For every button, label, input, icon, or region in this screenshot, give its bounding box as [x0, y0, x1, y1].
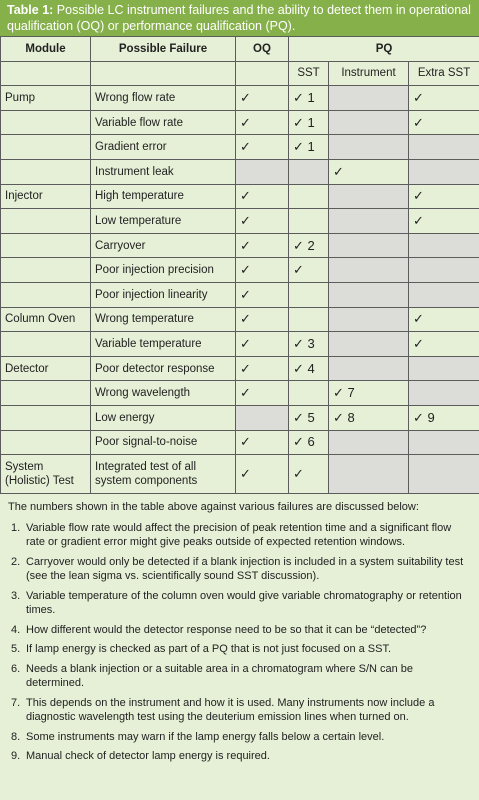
table-row: [1, 258, 479, 283]
cell-extra-sst: [409, 159, 479, 184]
cell-sst: ✓ 6: [289, 430, 329, 455]
table-row: [1, 233, 479, 258]
cell-instrument: [329, 135, 409, 160]
table-row: [1, 135, 479, 160]
note-number: 5.: [11, 643, 21, 656]
note-item: [8, 589, 471, 618]
header-module: Module: [1, 37, 91, 62]
cell-extra-sst: ✓: [409, 110, 479, 135]
cell-sst: ✓ 3: [289, 332, 329, 357]
cell-oq: [236, 405, 289, 430]
caption-text: Possible LC instrument failures and the ability to detect them in operational qualification (OQ) or performance qualification (PQ).: [7, 3, 471, 33]
cell-instrument: ✓ 7: [329, 381, 409, 406]
cell-oq: ✓: [236, 430, 289, 455]
failure-table: [0, 36, 479, 494]
cell-module: [1, 381, 91, 406]
cell-failure: High temperature: [91, 184, 236, 209]
note-text: Carryover would only be detected if a blank injection is included in a system suitability test (see the lean sigma vs. scientifically sound SST discussion).: [26, 555, 464, 583]
note-text: Some instruments may warn if the lamp energy falls below a certain level.: [26, 730, 385, 743]
header-blank-failure: [91, 61, 236, 86]
cell-failure: Poor injection precision: [91, 258, 236, 283]
cell-failure: Low energy: [91, 405, 236, 430]
cell-instrument: [329, 282, 409, 307]
cell-instrument: [329, 455, 409, 494]
note-text: Variable flow rate would affect the precision of peak retention time and a significant flow rate or gradient error might give peaks outside of expected retention windows.: [26, 521, 452, 549]
cell-instrument: [329, 86, 409, 111]
cell-sst: ✓ 4: [289, 356, 329, 381]
cell-oq: ✓: [236, 307, 289, 332]
cell-extra-sst: ✓: [409, 184, 479, 209]
note-number: 2.: [11, 555, 21, 568]
cell-sst: ✓: [289, 258, 329, 283]
header-pq: PQ: [289, 37, 479, 62]
cell-failure: Wrong wavelength: [91, 381, 236, 406]
table-row: [1, 159, 479, 184]
note-number: 4.: [11, 623, 21, 636]
cell-sst: [289, 307, 329, 332]
table-row: [1, 184, 479, 209]
cell-sst: ✓ 5: [289, 405, 329, 430]
note-number: 6.: [11, 662, 21, 675]
table-row: [1, 430, 479, 455]
cell-instrument: [329, 184, 409, 209]
table-caption: [0, 0, 479, 36]
note-item: [8, 662, 471, 691]
cell-extra-sst: [409, 455, 479, 494]
cell-failure: Wrong temperature: [91, 307, 236, 332]
notes-section: [0, 494, 479, 764]
cell-extra-sst: ✓: [409, 332, 479, 357]
cell-oq: ✓: [236, 86, 289, 111]
cell-instrument: ✓ 8: [329, 405, 409, 430]
cell-extra-sst: [409, 282, 479, 307]
cell-module: [1, 282, 91, 307]
table-row: [1, 405, 479, 430]
cell-instrument: ✓: [329, 159, 409, 184]
cell-module: Injector: [1, 184, 91, 209]
cell-instrument: [329, 258, 409, 283]
table-body: [1, 86, 479, 494]
table-row: [1, 209, 479, 234]
cell-extra-sst: ✓: [409, 86, 479, 111]
note-item: [8, 521, 471, 550]
table-row: [1, 356, 479, 381]
cell-oq: ✓: [236, 282, 289, 307]
note-number: 3.: [11, 589, 21, 602]
cell-failure: Instrument leak: [91, 159, 236, 184]
cell-extra-sst: [409, 356, 479, 381]
cell-module: [1, 110, 91, 135]
cell-module: Pump: [1, 86, 91, 111]
cell-module: [1, 258, 91, 283]
cell-oq: ✓: [236, 455, 289, 494]
cell-instrument: [329, 332, 409, 357]
cell-failure: Variable flow rate: [91, 110, 236, 135]
table-row: [1, 332, 479, 357]
cell-extra-sst: [409, 258, 479, 283]
notes-list: [8, 521, 471, 764]
table-row: [1, 110, 479, 135]
cell-failure: Variable temperature: [91, 332, 236, 357]
note-item: [8, 623, 471, 638]
note-item: [8, 749, 471, 764]
note-text: How different would the detector response need to be so that it can be “detected”?: [26, 623, 427, 636]
cell-oq: ✓: [236, 381, 289, 406]
cell-module: Column Oven: [1, 307, 91, 332]
table-row: [1, 282, 479, 307]
cell-extra-sst: ✓: [409, 307, 479, 332]
cell-failure: Poor detector response: [91, 356, 236, 381]
header-instrument: Instrument: [329, 61, 409, 86]
cell-sst: ✓ 2: [289, 233, 329, 258]
note-item: [8, 642, 471, 657]
cell-extra-sst: [409, 430, 479, 455]
cell-extra-sst: [409, 233, 479, 258]
cell-module: [1, 209, 91, 234]
cell-failure: Wrong flow rate: [91, 86, 236, 111]
cell-failure: Gradient error: [91, 135, 236, 160]
note-item: [8, 555, 471, 584]
cell-sst: ✓ 1: [289, 110, 329, 135]
cell-extra-sst: [409, 381, 479, 406]
cell-module: [1, 405, 91, 430]
header-blank-oq: [236, 61, 289, 86]
cell-module: [1, 430, 91, 455]
header-sst: SST: [289, 61, 329, 86]
note-number: 7.: [11, 696, 21, 709]
cell-sst: [289, 209, 329, 234]
note-number: 9.: [11, 750, 21, 763]
cell-instrument: [329, 430, 409, 455]
cell-module: [1, 332, 91, 357]
cell-extra-sst: ✓: [409, 209, 479, 234]
notes-intro: The numbers shown in the table above against various failures are discussed below:: [8, 501, 419, 514]
cell-oq: ✓: [236, 135, 289, 160]
header-blank-module: [1, 61, 91, 86]
cell-failure: Poor signal-to-noise: [91, 430, 236, 455]
cell-oq: ✓: [236, 332, 289, 357]
cell-oq: ✓: [236, 184, 289, 209]
note-text: Variable temperature of the column oven would give variable chromatography or retention times.: [26, 589, 462, 617]
note-text: Needs a blank injection or a suitable area in a chromatogram where S/N can be determined.: [26, 662, 414, 690]
cell-sst: ✓: [289, 455, 329, 494]
note-number: 8.: [11, 730, 21, 743]
note-item: [8, 696, 471, 725]
cell-instrument: [329, 307, 409, 332]
note-item: [8, 730, 471, 745]
caption-label: Table 1:: [7, 3, 54, 17]
cell-module: [1, 159, 91, 184]
note-text: If lamp energy is checked as part of a PQ that is not just focused on a SST.: [26, 643, 392, 656]
cell-extra-sst: ✓ 9: [409, 405, 479, 430]
cell-failure: Carryover: [91, 233, 236, 258]
cell-failure: Poor injection linearity: [91, 282, 236, 307]
note-text: Manual check of detector lamp energy is required.: [26, 750, 270, 763]
note-number: 1.: [11, 521, 21, 534]
cell-failure: Integrated test of all system components: [91, 455, 236, 494]
cell-oq: [236, 159, 289, 184]
cell-oq: ✓: [236, 233, 289, 258]
note-text: This depends on the instrument and how it is used. Many instruments now include a diagnostic wavelength test using the deuterium emission lines when turned on.: [26, 696, 435, 724]
cell-sst: [289, 184, 329, 209]
cell-module: System (Holistic) Test: [1, 455, 91, 494]
cell-oq: ✓: [236, 110, 289, 135]
table-row: [1, 381, 479, 406]
header-extra-sst: Extra SST: [409, 61, 479, 86]
table-row: [1, 455, 479, 494]
table-row: [1, 86, 479, 111]
header-oq: OQ: [236, 37, 289, 62]
table-row: [1, 307, 479, 332]
cell-extra-sst: [409, 135, 479, 160]
cell-module: Detector: [1, 356, 91, 381]
cell-instrument: [329, 233, 409, 258]
cell-oq: ✓: [236, 356, 289, 381]
cell-oq: ✓: [236, 258, 289, 283]
cell-instrument: [329, 356, 409, 381]
cell-instrument: [329, 209, 409, 234]
cell-module: [1, 135, 91, 160]
cell-module: [1, 233, 91, 258]
cell-failure: Low temperature: [91, 209, 236, 234]
cell-sst: ✓ 1: [289, 86, 329, 111]
cell-instrument: [329, 110, 409, 135]
cell-sst: [289, 381, 329, 406]
header-failure: Possible Failure: [91, 37, 236, 62]
cell-oq: ✓: [236, 209, 289, 234]
cell-sst: [289, 282, 329, 307]
cell-sst: [289, 159, 329, 184]
cell-sst: ✓ 1: [289, 135, 329, 160]
